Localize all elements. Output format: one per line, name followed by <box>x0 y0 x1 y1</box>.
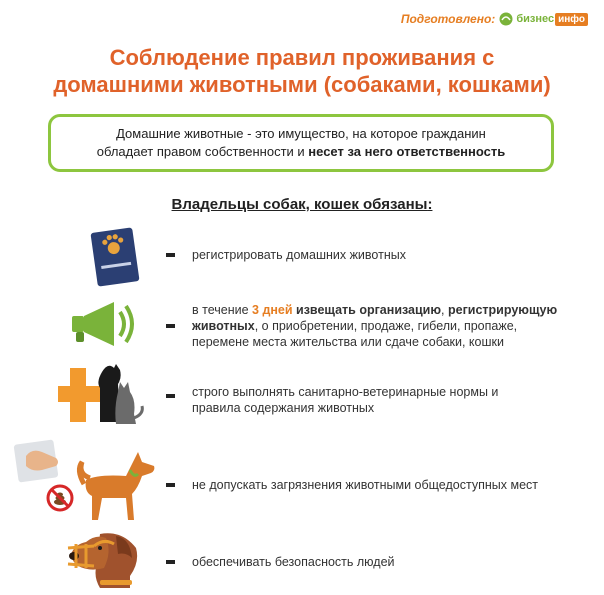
bullet-dash <box>166 324 175 328</box>
vet-cross-pets-icon <box>56 358 146 435</box>
bullet-dash <box>166 253 175 257</box>
definition-line-2: обладает правом собственности и <box>96 144 309 159</box>
obligations-heading <box>0 196 604 213</box>
brand-logo-icon <box>499 12 513 26</box>
text-segment-bold: извещать организацию <box>292 303 442 317</box>
text-segment-bold: регистрирующую животных <box>192 303 558 333</box>
obligations-heading-text: Владельцы собак, кошек обязаны <box>171 196 428 213</box>
definition-line-1: Домашние животные - это имущество, на которое гражданин <box>116 126 486 141</box>
obligation-item <box>0 294 604 352</box>
definition-text <box>97 125 506 161</box>
obligation-item <box>0 226 604 286</box>
obligation-text: строго выполнять санитарно-ветеринарные нормы и правила содержания животных <box>192 385 499 415</box>
obligation-item <box>0 358 604 430</box>
obligation-text: обеспечивать безопасность людей <box>192 555 395 569</box>
obligation-text: регистрировать домашних животных <box>192 248 406 262</box>
obligation-text <box>192 302 572 350</box>
definition-box <box>48 114 554 172</box>
credit-line <box>401 12 588 26</box>
text-segment: в течение <box>192 303 253 317</box>
text-segment: , <box>441 303 448 317</box>
obligation-item <box>0 436 604 522</box>
passport-icon <box>86 226 144 293</box>
bullet-dash <box>166 560 175 564</box>
page-title <box>0 44 604 98</box>
obligation-text: не допускать загрязнения животными общедоступных мест <box>192 478 538 492</box>
highlight-days: 3 дней <box>252 303 293 317</box>
dog-icon <box>68 444 162 529</box>
title-line-2: домашними животными (собаками, кошками) <box>53 72 551 97</box>
brand-name-part1: бизнес <box>516 13 555 25</box>
prepared-by-label: Подготовлено: <box>400 12 496 26</box>
brand-name-part2: инфо <box>555 13 588 26</box>
megaphone-icon <box>66 298 140 355</box>
text-segment: , о приобретении, продаже, гибели, пропаже, перемене места жительства или сдаче собаки, кошки <box>192 319 518 349</box>
hand-cleanup-icon <box>12 436 66 491</box>
muzzled-dog-icon <box>60 528 144 595</box>
title-line-1: Соблюдение правил проживания с <box>109 45 495 70</box>
definition-emphasis: несет за него ответственность <box>308 144 506 159</box>
bullet-dash <box>166 483 175 487</box>
obligations-heading-colon: : <box>427 196 433 213</box>
bullet-dash <box>166 394 175 398</box>
obligation-item <box>0 526 604 590</box>
